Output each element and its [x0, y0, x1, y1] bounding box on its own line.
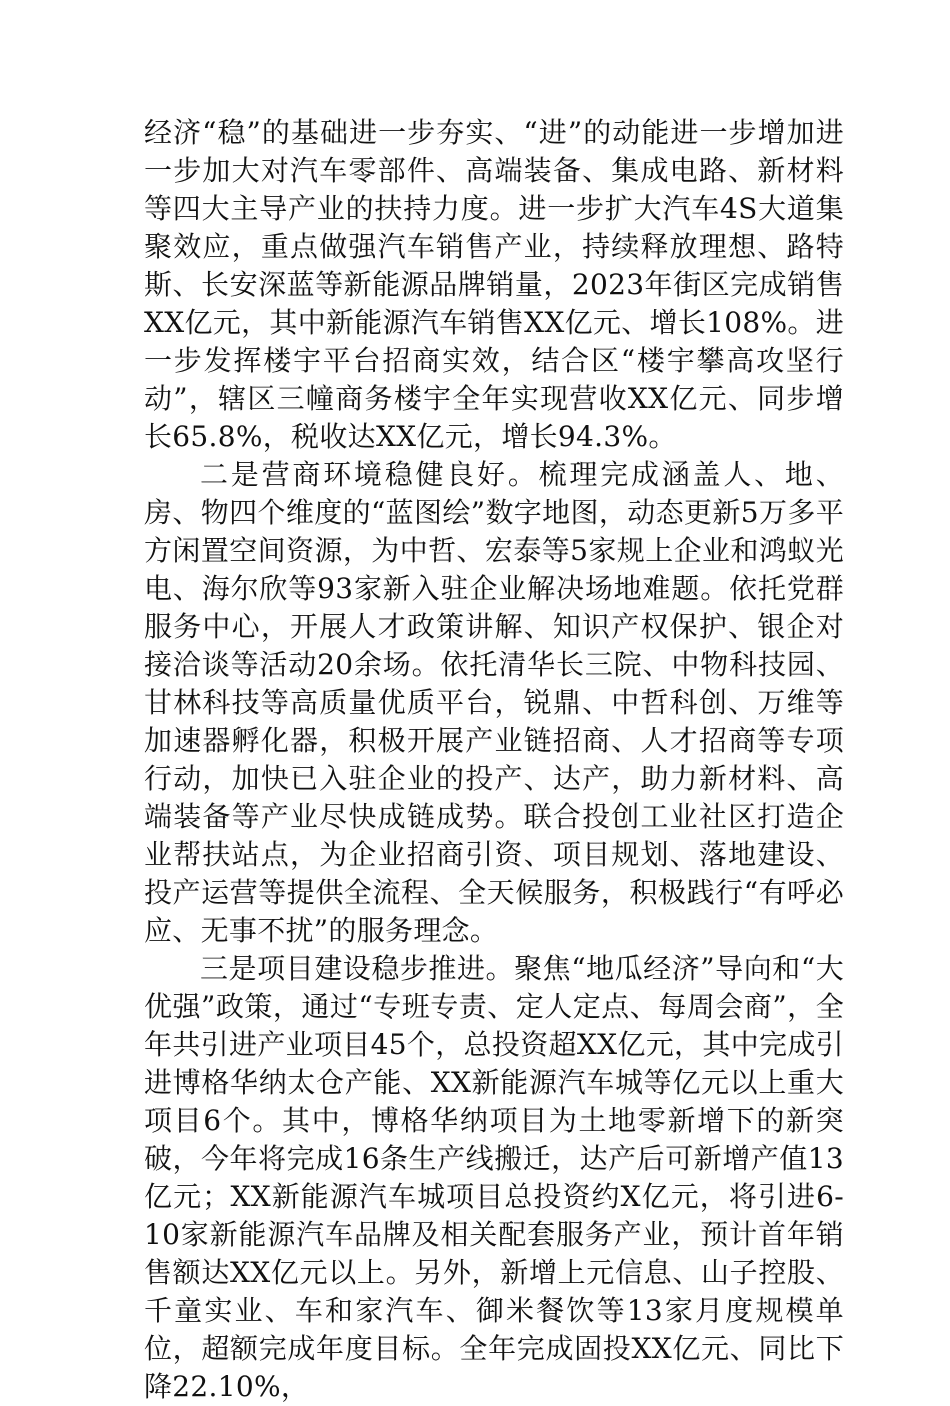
document-body [144, 114, 844, 1406]
paragraph-business-environment: 二是营商环境稳健良好。梳理完成涵盖人、地、房、物四个维度的“蓝图绘”数字地图，动态更新5万多平方闲置空间资源，为中哲、宏泰等5家规上企业和鸿蚁光电、海尔欣等93家新入驻企业解决场地难题。依托党群服务中心，开展人才政策讲解、知识产权保护、银企对接洽谈等活动20余场。依托清华长三院、中物科技园、甘林科技等高质量优质平台，锐鼎、中哲科创、万维等加速器孵化器，积极开展产业链招商、人才招商等专项行动，加快已入驻企业的投产、达产，助力新材料、高端装备等产业尽快成链成势。联合投创工业社区打造企业帮扶站点，为企业招商引资、项目规划、落地建设、投产运营等提供全流程、全天候服务，积极践行“有呼必应、无事不扰”的服务理念。 [144, 458, 844, 947]
paragraph-economy: 经济“稳”的基础进一步夯实、“进”的动能进一步增加进一步加大对汽车零部件、高端装备、集成电路、新材料等四大主导产业的扶持力度。进一步扩大汽车4S大道集聚效应，重点做强汽车销售产业，持续释放理想、路特斯、长安深蓝等新能源品牌销量，2023年街区完成销售XX亿元，其中新能源汽车销售XX亿元、增长108%。进一步发挥楼宇平台招商实效，结合区“楼宇攀高攻坚行动”，辖区三幢商务楼宇全年实现营收XX亿元、同步增长65.8%，税收达XX亿元，增长94.3%。 [144, 116, 844, 453]
paragraph-project-construction: 三是项目建设稳步推进。聚焦“地瓜经济”导向和“大优强”政策，通过“专班专责、定人定点、每周会商”，全年共引进产业项目45个，总投资超XX亿元，其中完成引进博格华纳太仓产能、XX新能源汽车城等亿元以上重大项目6个。其中，博格华纳项目为土地零新增下的新突破，今年将完成16条生产线搬迁，达产后可新增产值13亿元；XX新能源汽车城项目总投资约X亿元，将引进6-10家新能源汽车品牌及相关配套服务产业，预计首年销售额达XX亿元以上。另外，新增上元信息、山子控股、千童实业、车和家汽车、御米餐饮等13家月度规模单位，超额完成年度目标。全年完成固投XX亿元、同比下降22.10%， [144, 952, 844, 1403]
